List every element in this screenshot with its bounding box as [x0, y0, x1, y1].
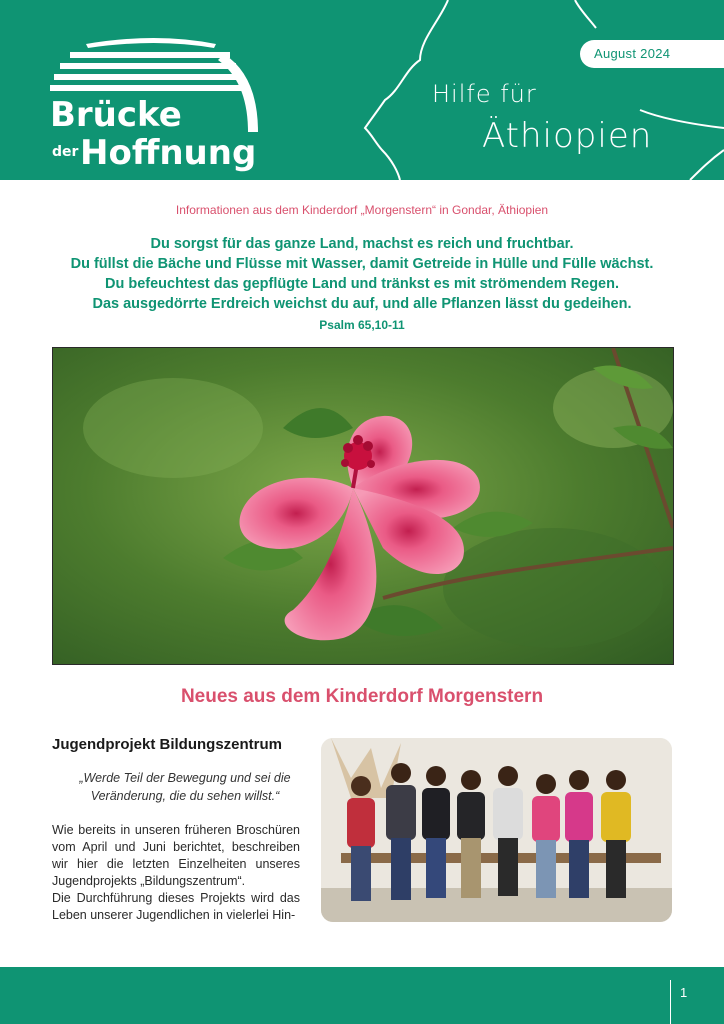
bruecke-der-hoffnung-logo: [46, 36, 266, 176]
pink-hibiscus-flower-icon: [53, 348, 673, 664]
verse-line: Du sorgst für das ganze Land, machst es reich und fruchtbar.: [150, 236, 574, 252]
issue-date: August 2024: [580, 40, 724, 68]
article-paragraph: Wie bereits in unseren früheren Broschüren vom April und Juni berichtet, beschreiben wir hier die letzten Einzelheiten unseres Jugendprojekts „Bildungszentrum“.: [52, 823, 300, 888]
logo-word-der: der: [52, 144, 79, 160]
info-line: Informationen aus dem Kinderdorf „Morgenstern“ in Gondar, Äthiopien: [175, 203, 549, 217]
header-title-line2: Äthiopien: [482, 116, 653, 156]
verse-line: Das ausgedörrte Erdreich weichst du auf, und alle Pflanzen lässt du gedeihen.: [92, 296, 632, 312]
logo-word-bruecke: Brücke: [50, 95, 182, 135]
hibiscus-photo: [52, 347, 674, 665]
article-title: Jugendprojekt Bildungszentrum: [52, 736, 283, 753]
bible-verse: [40, 234, 684, 314]
footer-divider: [670, 980, 671, 1024]
article-paragraph: Die Durchführung dieses Projekts wird das Leben unserer Jugendlichen in vielerlei Hin-: [52, 891, 300, 922]
youth-group-photo-icon: [321, 738, 672, 922]
article-quote: [60, 769, 310, 805]
header-banner: [0, 0, 724, 180]
group-photo: [321, 738, 672, 922]
footer-bar: [0, 967, 724, 1024]
section-heading: Neues aus dem Kinderdorf Morgenstern: [180, 686, 544, 707]
page-number: 1: [680, 985, 688, 1000]
verse-line: Du füllst die Bäche und Flüsse mit Wasser, damit Getreide in Hülle und Fülle wächst.: [70, 256, 654, 272]
verse-line: Du befeuchtest das gepflügte Land und tränkst es mit strömendem Regen.: [104, 276, 620, 292]
psalm-reference: Psalm 65,10-11: [319, 318, 405, 332]
logo-word-hoffnung: Hoffnung: [80, 133, 257, 173]
quote-line: „Werde Teil der Bewegung und sei die: [79, 771, 291, 785]
quote-line: Veränderung, die du sehen willst.“: [90, 789, 280, 803]
header-title-line1: Hilfe für: [432, 80, 537, 108]
article-body: [52, 822, 300, 924]
